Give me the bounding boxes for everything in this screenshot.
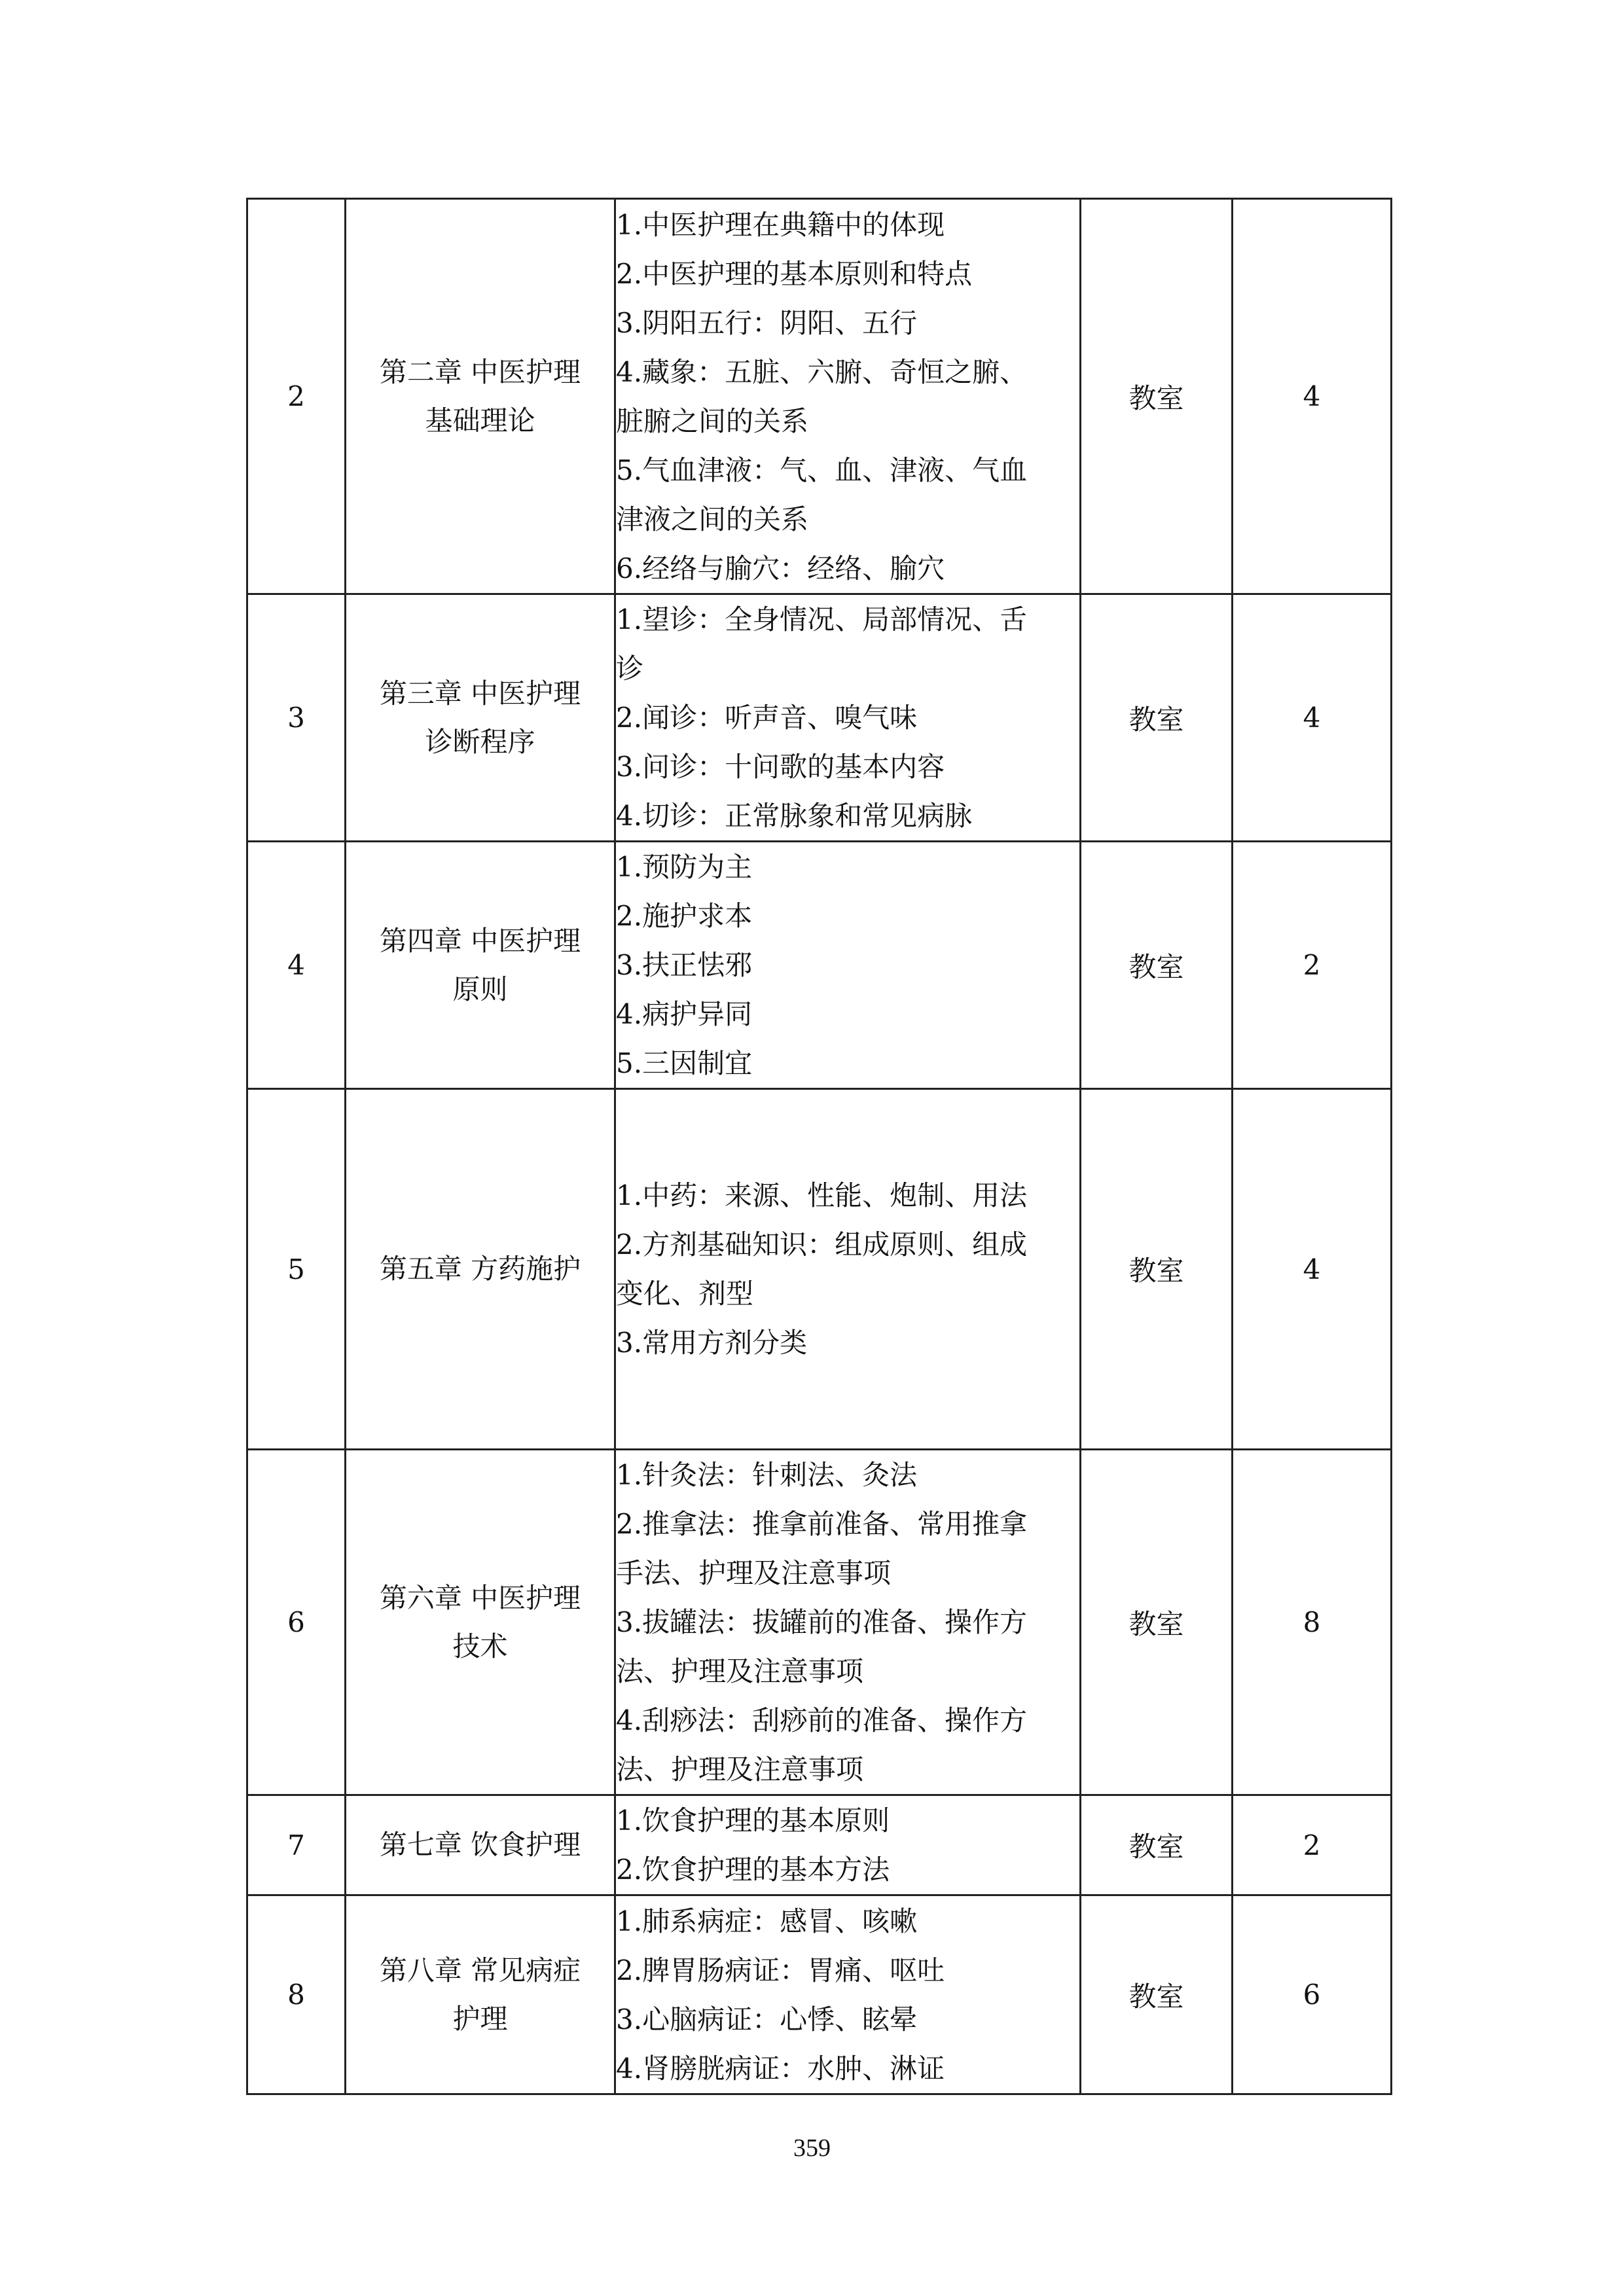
teaching-place: 教室 bbox=[1081, 1089, 1233, 1450]
content-line: 2.中医护理的基本原则和特点 bbox=[616, 257, 973, 290]
chapter-title-line: 第五章 方药施护 bbox=[379, 1253, 581, 1285]
chapter-title bbox=[346, 1089, 615, 1450]
table-row bbox=[247, 1795, 1392, 1895]
chapter-title-line: 第八章 常见病症 bbox=[379, 1954, 581, 1986]
table-row bbox=[247, 1895, 1392, 2094]
table-row bbox=[247, 1089, 1392, 1450]
teaching-place: 教室 bbox=[1081, 594, 1233, 842]
content-line: 1.望诊：全身情况、局部情况、舌 bbox=[616, 603, 1028, 636]
content-line: 2.施护求本 bbox=[616, 900, 753, 932]
content-line: 诊 bbox=[616, 653, 644, 685]
teaching-content bbox=[615, 1089, 1081, 1450]
content-line: 3.心脑病证：心悸、眩晕 bbox=[616, 2003, 918, 2036]
class-hours: 4 bbox=[1233, 1089, 1392, 1450]
table-row bbox=[247, 1450, 1392, 1795]
content-line: 1.中医护理在典籍中的体现 bbox=[616, 208, 945, 241]
chapter-title-line: 第二章 中医护理 bbox=[379, 355, 581, 388]
teaching-content bbox=[615, 199, 1081, 594]
content-line: 4.刮痧法：刮痧前的准备、操作方 bbox=[616, 1704, 1028, 1736]
chapter-title-line: 技术 bbox=[452, 1630, 508, 1662]
row-number: 2 bbox=[247, 199, 346, 594]
chapter-title bbox=[346, 199, 615, 594]
content-line: 法、护理及注意事项 bbox=[616, 1753, 864, 1785]
content-line: 3.扶正怯邪 bbox=[616, 949, 753, 981]
table-row bbox=[247, 199, 1392, 594]
content-line: 5.三因制宜 bbox=[616, 1047, 753, 1079]
content-line: 1.中药：来源、性能、炮制、用法 bbox=[616, 1179, 1028, 1211]
teaching-content bbox=[615, 1795, 1081, 1895]
row-number: 3 bbox=[247, 594, 346, 842]
content-line: 3.阴阳五行：阴阳、五行 bbox=[616, 306, 918, 339]
teaching-content bbox=[615, 594, 1081, 842]
chapter-title-line: 原则 bbox=[452, 973, 508, 1005]
chapter-title bbox=[346, 1895, 615, 2094]
chapter-title bbox=[346, 594, 615, 842]
content-line: 3.常用方剂分类 bbox=[616, 1327, 808, 1359]
content-line: 4.藏象：五脏、六腑、奇恒之腑、 bbox=[616, 355, 1028, 388]
class-hours: 6 bbox=[1233, 1895, 1392, 2094]
class-hours: 2 bbox=[1233, 842, 1392, 1089]
content-line: 2.闻诊：听声音、嗅气味 bbox=[616, 702, 918, 734]
teaching-place: 教室 bbox=[1081, 1450, 1233, 1795]
class-hours: 4 bbox=[1233, 199, 1392, 594]
content-line: 4.肾膀胱病证：水肿、淋证 bbox=[616, 2052, 945, 2085]
row-number: 4 bbox=[247, 842, 346, 1089]
chapter-title-line: 护理 bbox=[452, 2002, 508, 2035]
content-line: 手法、护理及注意事项 bbox=[616, 1557, 892, 1589]
row-number: 5 bbox=[247, 1089, 346, 1450]
chapter-title bbox=[346, 1450, 615, 1795]
content-line: 法、护理及注意事项 bbox=[616, 1655, 864, 1687]
teaching-place: 教室 bbox=[1081, 842, 1233, 1089]
content-line: 1.饮食护理的基本原则 bbox=[616, 1804, 890, 1837]
teaching-content bbox=[615, 1450, 1081, 1795]
chapter-title-line: 第三章 中医护理 bbox=[379, 677, 581, 709]
content-line: 津液之间的关系 bbox=[616, 503, 809, 535]
content-line: 6.经络与腧穴：经络、腧穴 bbox=[616, 552, 945, 584]
class-hours: 8 bbox=[1233, 1450, 1392, 1795]
content-line: 1.肺系病症：感冒、咳嗽 bbox=[616, 1905, 918, 1937]
page-number: 359 bbox=[793, 2134, 831, 2162]
content-line: 5.气血津液：气、血、津液、气血 bbox=[616, 454, 1028, 486]
row-number: 7 bbox=[247, 1795, 346, 1895]
chapter-title-line: 诊断程序 bbox=[425, 725, 535, 758]
table-row bbox=[247, 594, 1392, 842]
content-line: 3.问诊：十问歌的基本内容 bbox=[616, 751, 945, 783]
content-line: 4.病护异同 bbox=[616, 998, 753, 1030]
teaching-content bbox=[615, 842, 1081, 1089]
chapter-title-line: 第四章 中医护理 bbox=[379, 924, 581, 957]
teaching-content bbox=[615, 1895, 1081, 2094]
content-line: 2.脾胃肠病证：胃痛、呕吐 bbox=[616, 1954, 945, 1986]
content-line: 3.拔罐法：拔罐前的准备、操作方 bbox=[616, 1606, 1028, 1638]
row-number: 8 bbox=[247, 1895, 346, 2094]
content-line: 1.针灸法：针刺法、灸法 bbox=[616, 1459, 918, 1491]
content-line: 2.饮食护理的基本方法 bbox=[616, 1854, 890, 1886]
chapter-title bbox=[346, 1795, 615, 1895]
teaching-place: 教室 bbox=[1081, 199, 1233, 594]
course-schedule-table bbox=[246, 198, 1392, 2095]
class-hours: 2 bbox=[1233, 1795, 1392, 1895]
content-line: 1.预防为主 bbox=[616, 851, 753, 883]
chapter-title-line: 第六章 中医护理 bbox=[379, 1581, 581, 1614]
content-line: 2.推拿法：推拿前准备、常用推拿 bbox=[616, 1508, 1028, 1540]
teaching-place: 教室 bbox=[1081, 1795, 1233, 1895]
chapter-title-line: 基础理论 bbox=[425, 404, 535, 437]
table-row bbox=[247, 842, 1392, 1089]
content-line: 脏腑之间的关系 bbox=[616, 404, 809, 437]
content-line: 2.方剂基础知识：组成原则、组成 bbox=[616, 1229, 1028, 1261]
chapter-title bbox=[346, 842, 615, 1089]
teaching-place: 教室 bbox=[1081, 1895, 1233, 2094]
chapter-title-line: 第七章 饮食护理 bbox=[379, 1829, 581, 1861]
row-number: 6 bbox=[247, 1450, 346, 1795]
class-hours: 4 bbox=[1233, 594, 1392, 842]
content-line: 变化、剂型 bbox=[616, 1278, 754, 1310]
content-line: 4.切诊：正常脉象和常见病脉 bbox=[616, 800, 973, 832]
